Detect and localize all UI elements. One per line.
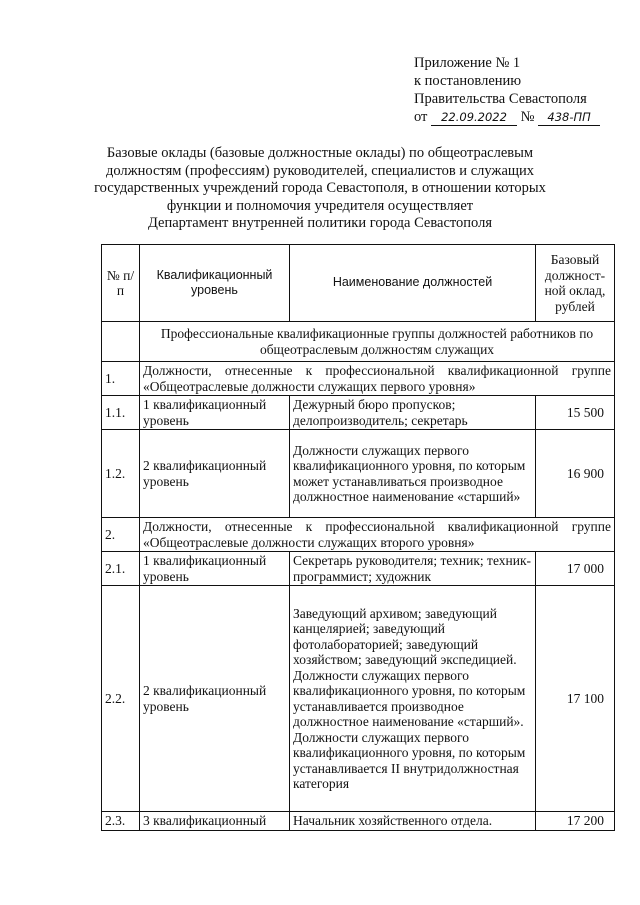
table-row — [102, 586, 615, 812]
group-title: Должности, отнесенные к профессиональной квалификационной группе «Общеотраслевые должности служащих первого уровня» — [140, 362, 615, 396]
row-num: 1.1. — [102, 396, 140, 430]
section-title: Профессиональные квалификационные группы должностей работников по общеотраслевым должностям служащих — [140, 322, 615, 362]
header-num: № п/п — [102, 245, 140, 322]
row-num: 2.2. — [102, 586, 140, 812]
row-level: 2 квалификационный уровень — [140, 586, 290, 812]
group-row — [102, 518, 615, 552]
table-row — [102, 812, 615, 831]
title-line: функции и полномочия учредителя осуществляет — [166, 197, 474, 214]
group-title: Должности, отнесенные к профессиональной квалификационной группе «Общеотраслевые должности служащих второго уровня» — [140, 518, 615, 552]
title-line: Департамент внутренней политики города Севастополя — [147, 215, 493, 231]
row-salary: 17 000 — [536, 552, 615, 586]
table-row — [102, 552, 615, 586]
row-positions: Заведующий архивом; заведующий канцелярией; заведующий фотолабораторией; заведующий хозяйством; заведующий экспедицией. Должности служащих первого квалификационного уровня, по которым устанавливается производное должностное наименование «старший». Должности служащих первого квалификационного уровня, по которым устанавливается II внутридолжностная категория — [290, 586, 536, 812]
table-header-row — [102, 245, 615, 322]
decree-date: 22.09.2022 — [431, 110, 517, 126]
appendix-block — [414, 54, 634, 126]
section-row — [102, 322, 615, 362]
number-label: № — [520, 109, 535, 125]
row-positions: Дежурный бюро пропусков; делопроизводитель; секретарь — [290, 396, 536, 430]
appendix-date-line — [414, 108, 634, 126]
row-num: 2.3. — [102, 812, 140, 831]
row-salary: 16 900 — [536, 430, 615, 518]
table-row — [102, 430, 615, 518]
group-row — [102, 362, 615, 396]
header-salary: Базовый должност-ной оклад, рублей — [536, 245, 615, 322]
group-num: 1. — [102, 362, 140, 396]
appendix-authority: Правительства Севастополя — [414, 91, 587, 107]
from-label: от — [414, 109, 428, 125]
row-num: 1.2. — [102, 430, 140, 518]
group-num: 2. — [102, 518, 140, 552]
title-line: должностям (профессиям) руководителей, специалистов и служащих — [105, 162, 535, 179]
row-level: 2 квалификационный уровень — [140, 430, 290, 518]
row-level: 3 квалификационный — [140, 812, 290, 831]
row-positions: Начальник хозяйственного отдела. — [290, 812, 536, 831]
appendix-ref: к постановлению — [414, 73, 522, 89]
decree-number: 438-ПП — [538, 110, 600, 126]
row-salary: 15 500 — [536, 396, 615, 430]
salary-table — [101, 244, 615, 831]
row-positions: Должности служащих первого квалификационного уровня, по которым может устанавливаться производное должностное наименование «старший» — [290, 430, 536, 518]
header-level: Квалификационный уровень — [140, 245, 290, 322]
row-num: 2.1. — [102, 552, 140, 586]
row-level: 1 квалификационный уровень — [140, 396, 290, 430]
row-salary: 17 200 — [536, 812, 615, 831]
document-title — [90, 145, 550, 233]
title-line: государственных учреждений города Севастополя, в отношении которых — [94, 180, 546, 196]
row-level: 1 квалификационный уровень — [140, 552, 290, 586]
header-positions: Наименование должностей — [290, 245, 536, 322]
appendix-title: Приложение № 1 — [414, 55, 521, 71]
title-line: Базовые оклады (базовые должностные оклады) по общеотраслевым — [106, 145, 534, 161]
row-salary: 17 100 — [536, 586, 615, 812]
row-positions: Секретарь руководителя; техник; техник-программист; художник — [290, 552, 536, 586]
table-row — [102, 396, 615, 430]
